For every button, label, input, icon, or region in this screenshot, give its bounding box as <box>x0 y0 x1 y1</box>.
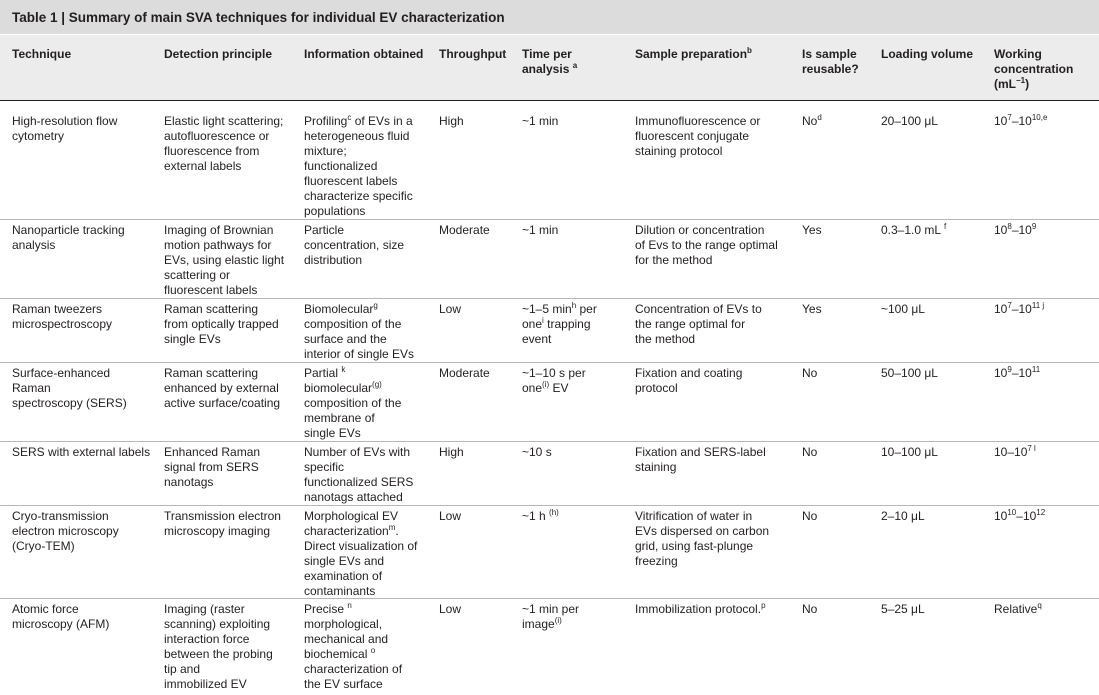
cell-detection: Imaging (raster scanning) exploiting interaction force between the probing tip and immobilized EV <box>164 602 273 691</box>
cell-detection: Transmission electron microscopy imaging <box>164 509 281 538</box>
header-loading-volume: Loading volume <box>881 47 974 61</box>
cell-time: ~1 h $^{(h)}$ <box>522 508 559 523</box>
cell-technique: Atomic force microscopy (AFM) <box>12 602 110 631</box>
cell-information: Precise $^n$ morphological, mechanical and biochemical $^o$ characterization of the EV surface <box>304 601 403 691</box>
cell-concentration: $10^7-10^{11 j}$ <box>994 301 1045 316</box>
cell-loading: ~100 μL <box>881 302 925 316</box>
cell-concentration: $10-10^{7 l}$ <box>994 444 1036 459</box>
row-divider <box>0 219 1099 220</box>
cell-preparation: Vitrification of water in EVs dispersed on carbon grid, using fast-plunge freezing <box>635 509 770 568</box>
cell-time: ~1 min per image$^{(i)}$ <box>522 602 580 631</box>
row-divider <box>0 505 1099 506</box>
header-throughput: Throughput <box>439 47 507 61</box>
cell-time: ~1 min <box>522 223 559 237</box>
table-title-bar <box>0 0 1099 34</box>
cell-information: Number of EVs with specific functionalized SERS nanotags attached <box>304 445 414 504</box>
cell-information: Particle concentration, size distribution <box>304 223 405 267</box>
cell-reusable: No <box>802 509 818 523</box>
cell-loading: 50–100 μL <box>881 366 938 380</box>
header-technique: Technique <box>12 47 72 61</box>
cell-concentration: $10^{10}-10^{12}$ <box>994 508 1046 523</box>
cell-reusable: No <box>802 602 818 616</box>
cell-reusable: Yes <box>802 223 822 237</box>
cell-detection: Enhanced Raman signal from SERS nanotags <box>164 445 261 489</box>
cell-information: Morphological EV characterization$^m$. Direct visualization of single EVs and examination of contaminants <box>304 509 418 598</box>
cell-loading: 5–25 μL <box>881 602 925 616</box>
header-sample-reusable: Is sample reusable? <box>802 47 859 76</box>
row-divider <box>0 441 1099 442</box>
cell-concentration: Relative$^q$ <box>994 601 1042 616</box>
cell-preparation: Immobilization protocol.$^p$ <box>635 601 766 616</box>
cell-information: Partial $^k$ biomolecular$^{(g)}$ composition of the membrane of single EVs <box>304 365 402 440</box>
cell-technique: High-resolution flow cytometry <box>12 114 118 143</box>
cell-preparation: Immunofluorescence or fluorescent conjugate staining protocol <box>635 114 761 158</box>
cell-reusable: No <box>802 366 818 380</box>
cell-loading: 2–10 μL <box>881 509 925 523</box>
cell-information: Profiling$^c$ of EVs in a heterogeneous fluid mixture; functionalized fluorescent labels characterize specific populations <box>304 113 413 218</box>
cell-information: Biomolecular$^g$ composition of the surface and the interior of single EVs <box>304 301 415 361</box>
header-time-per-analysis: Time per analysis $^a$ <box>522 47 578 76</box>
cell-preparation: Fixation and coating protocol <box>635 366 743 395</box>
cell-throughput: Moderate <box>439 366 490 380</box>
cell-throughput: Moderate <box>439 223 490 237</box>
cell-technique: Surface-enhanced Raman spectroscopy (SERS) <box>12 366 127 410</box>
cell-reusable: No$^d$ <box>802 113 822 128</box>
cell-concentration: $10^7-10^{10,e}$ <box>994 113 1048 128</box>
cell-throughput: Low <box>439 602 462 616</box>
cell-technique: SERS with external labels <box>12 445 151 459</box>
header-detection-principle: Detection principle <box>164 47 273 61</box>
row-divider <box>0 298 1099 299</box>
header-rule <box>0 100 1099 101</box>
cell-reusable: Yes <box>802 302 822 316</box>
header-information-obtained: Information obtained <box>304 47 424 61</box>
cell-throughput: Low <box>439 509 462 523</box>
row-divider <box>0 362 1099 363</box>
cell-preparation: Dilution or concentration of Evs to the range optimal for the method <box>635 223 778 267</box>
cell-loading: 0.3–1.0 mL $^f$ <box>881 222 947 237</box>
cell-time: ~1–10 s per one$^{(i)}$ EV <box>522 366 586 395</box>
cell-technique: Nanoparticle tracking analysis <box>12 223 125 252</box>
cell-throughput: High <box>439 114 464 128</box>
cell-throughput: High <box>439 445 464 459</box>
cell-preparation: Concentration of EVs to the range optimal for the method <box>635 302 762 346</box>
cell-preparation: Fixation and SERS-label staining <box>635 445 766 474</box>
cell-reusable: No <box>802 445 818 459</box>
table-header <box>0 34 1099 101</box>
cell-detection: Imaging of Brownian motion pathways for EVs, using elastic light scattering or fluorescent labels <box>164 223 285 297</box>
cell-throughput: Low <box>439 302 462 316</box>
cell-concentration: $10^9-10^{11}$ <box>994 365 1041 380</box>
table-title: Table 1 | Summary of main SVA techniques for individual EV characterization <box>12 10 505 25</box>
cell-loading: 10–100 μL <box>881 445 938 459</box>
cell-technique: Cryo-transmission electron microscopy (Cryo-TEM) <box>12 509 119 553</box>
row-divider <box>0 598 1099 599</box>
cell-time: ~1–5 $\min^h$ per one$^i$ trapping event <box>522 301 597 346</box>
cell-time: ~1 min <box>522 114 559 128</box>
header-working-concentration: Working concentration $(mL^{-1})$ <box>994 47 1074 91</box>
cell-technique: Raman tweezers microspectroscopy <box>12 302 113 331</box>
cell-detection: Raman scattering from optically trapped single EVs <box>164 302 279 346</box>
cell-time: ~10 s <box>522 445 552 459</box>
cell-loading: 20–100 μL <box>881 114 938 128</box>
cell-detection: Raman scattering enhanced by external active surface/coating <box>164 366 281 410</box>
cell-concentration: $10^8-10^9$ <box>994 222 1037 237</box>
header-sample-preparation: Sample preparation$^b$ <box>635 46 752 61</box>
cell-detection: Elastic light scattering; autofluorescence or fluorescence from external labels <box>164 114 284 173</box>
